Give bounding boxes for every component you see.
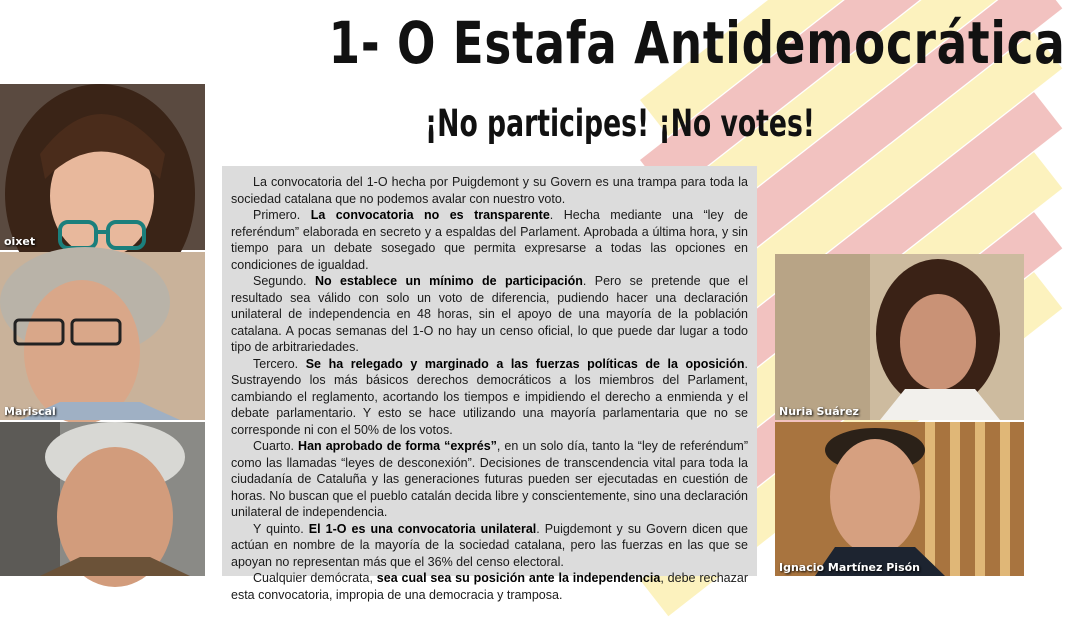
photo-left-1 (0, 84, 205, 250)
photo-left-2 (0, 252, 205, 420)
portrait-man-suit (775, 422, 1024, 576)
portrait-man-glasses-grey-hair (0, 252, 205, 420)
caption-left-1: oixet (4, 235, 36, 248)
photo-right-1 (775, 254, 1024, 420)
photo-left-3 (0, 422, 205, 576)
article-paragraph-intro: La convocatoria del 1-O hecha por Puigdemont y su Govern es una trampa para toda la sociedad catalana que no podemos avalar con nuestro voto. (231, 175, 748, 206)
portrait-woman-curly-hair (775, 254, 1024, 420)
portrait-woman-glasses (0, 84, 205, 250)
portrait-older-man (0, 422, 205, 576)
caption-left-2: Mariscal (4, 405, 56, 418)
article-paragraph-third: Tercero. Se ha relegado y marginado a las fuerzas políticas de la oposición. Sustrayendo los más básicos derechos democráticos a los miembros del Parlament, cambiando el reglamento, acortando los tiempos e impidiendo el derecho a enmienda y el debate parlamentario. Y esto se hace utilizando una mayoría parlamentaria que no se corresponde ni con el 50% de los votos. (231, 356, 748, 437)
article-paragraph-conclusion: Cualquier demócrata, sea cual sea su posición ante la independencia, debe rechazar esta convocatoria, impropia de una democracia y tramposa. (231, 571, 748, 602)
photo-right-2 (775, 422, 1024, 576)
article-paragraph-fourth: Cuarto. Han aprobado de forma “exprés”, en un solo día, tanto la “ley de referéndum” como las llamadas “leyes de desconexión”. Decisiones de transcendencia vital para toda la ciudadanía de Cataluña y las generaciones futuras pueden ser ejecutadas en cuestión de horas. No buscan que el pueblo catalán decida libre y conscientemente, sino una declaración unilateral de independencia. (231, 439, 749, 519)
headline-title: 1- O Estafa Antidemocrática (328, 9, 1066, 77)
caption-right-2: Ignacio Martínez Pisón (779, 561, 921, 574)
article-body (222, 166, 757, 602)
article-paragraph-second: Segundo. No establece un mínimo de participación. Pero se pretende que el resultado sea válido con solo un voto de diferencia, pudiendo hacer una declaración unilateral de independencia en 48 horas, sin el apoyo de una mayoría de la población catalana. A pocas semanas del 1-O no hay un censo oficial, lo que puede dar lugar a todo tipo de arbitrariedades. (231, 274, 748, 354)
caption-right-1: Nuria Suárez (779, 405, 859, 418)
article-paragraph-fifth: Y quinto. El 1-O es una convocatoria unilateral. Puigdemont y su Govern dicen que actúan en nombre de la mayoría de la sociedad catalana, pero las fuerzas en las que se apoyan no representan más que el 36% del censo electoral. (231, 521, 748, 569)
article-paragraph-first: Primero. La convocatoria no es transparente. Hecha mediante una “ley de referéndum” elaborada en secreto y a espaldas del Parlament. Aprobada a última hora, y sin tiempo para un debate sosegado que permita expresarse a todas las opciones en condiciones de igualdad. (231, 208, 748, 272)
headline-subtitle: ¡No participes! ¡No votes! (425, 102, 815, 145)
